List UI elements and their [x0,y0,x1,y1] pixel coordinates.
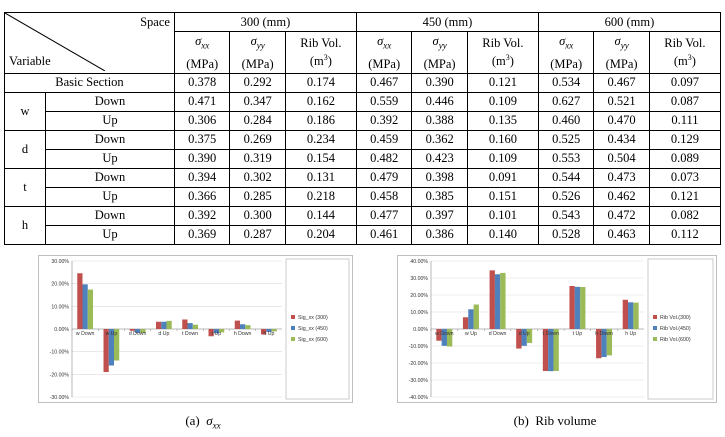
x-tick-label: w Down [435,331,454,337]
table-row [5,149,721,168]
table-cell: 0.269 [230,130,285,149]
table-cell: 0.369 [174,225,229,244]
bar [623,300,628,329]
table-cell: 0.218 [285,187,356,206]
bar [495,274,500,329]
y-tick-label: 20.00% [410,293,428,299]
results-table [4,12,721,245]
bar [580,287,585,329]
group-label: t [5,168,46,206]
table-cell: 0.390 [412,73,467,92]
y-tick-label: -40.00% [408,395,428,401]
table-cell: 0.306 [174,111,229,130]
x-tick-label: d Down [128,331,147,337]
table-cell: 0.186 [285,111,356,130]
table-cell: 0.459 [356,130,411,149]
table-cell: 0.470 [594,111,649,130]
bar [575,287,580,329]
bar [188,323,193,329]
sub-label: Down [45,206,174,225]
table-cell: 0.528 [538,225,593,244]
table-cell: 0.544 [538,168,593,187]
table-cell: 0.302 [230,168,285,187]
legend-label: Rib Vol.(300) [660,315,691,321]
x-tick-label: d Down [488,331,507,337]
sigma-xx-header-2: $\sigma_{xx}$ (MPa) [538,32,593,74]
table-cell: 0.160 [467,130,538,149]
x-tick-label: h Down [595,331,613,337]
sigma-xx-header-0: $\sigma_{xx}$ (MPa) [174,32,229,74]
table-cell: 0.504 [594,149,649,168]
table-cell: 0.473 [594,168,649,187]
legend-swatch [653,337,657,341]
table-cell: 0.559 [356,92,411,111]
bar [235,321,240,329]
legend-swatch [291,315,295,319]
bar [633,303,638,329]
bar [156,322,161,329]
sub-label: Up [45,187,174,206]
y-tick-label: 20.00% [51,281,69,288]
table-cell: 0.366 [174,187,229,206]
table-cell: 0.151 [467,187,538,206]
table-cell: 0.467 [356,73,411,92]
table-row [5,168,721,187]
x-tick-label: d Up [518,331,530,337]
x-tick-label: w Up [465,331,477,337]
spacing-header-0: 300 (mm) [174,13,356,32]
y-tick-label: -20.00% [408,361,428,367]
x-tick-label: t Down [182,331,199,337]
table-cell: 0.392 [356,111,411,130]
y-tick-label: 10.00% [410,310,428,316]
table-cell: 0.553 [538,149,593,168]
rib-vol-header-1: Rib Vol. $(m^3)$ [467,32,538,74]
y-tick-label: -30.00% [49,395,69,401]
bar [474,305,479,329]
table-cell: 0.397 [412,206,467,225]
y-tick-label: -30.00% [408,378,428,384]
sigma-xx-header-1: $\sigma_{xx}$ (MPa) [356,32,411,74]
bar [88,290,93,329]
bar [167,321,172,329]
table-cell: 0.319 [230,149,285,168]
table-cell: 0.284 [230,111,285,130]
bar [468,309,473,329]
table-cell: 0.174 [285,73,356,92]
table-cell: 0.347 [230,92,285,111]
sigma-yy-header-1: $\sigma_{yy}$ (MPa) [412,32,467,74]
table-cell: 0.398 [412,168,467,187]
bar [628,302,633,329]
table-cell: 0.087 [649,92,720,111]
table-cell: 0.111 [649,111,720,130]
x-tick-label: t Up [572,331,583,337]
table-cell: 0.089 [649,149,720,168]
table-cell: 0.543 [538,206,593,225]
bar [182,319,187,329]
table-cell: 0.479 [356,168,411,187]
corner-space-label: Space [140,15,170,29]
table-cell: 0.109 [467,149,538,168]
sigma-yy-header-0: $\sigma_{yy}$ (MPa) [230,32,285,74]
table-cell: 0.101 [467,206,538,225]
table-cell: 0.073 [649,168,720,187]
table-cell: 0.109 [467,92,538,111]
bar [245,325,250,329]
y-tick-label: -10.00% [49,349,69,356]
x-tick-label: w Down [75,331,95,337]
bar [77,273,82,329]
table-cell: 0.285 [230,187,285,206]
caption-a-symbol: $\sigma_{xx}$ [206,413,221,431]
y-tick-label: 10.00% [51,304,69,311]
chart-svg [397,255,717,403]
table-cell: 0.472 [594,206,649,225]
legend-swatch [653,315,657,319]
table-cell: 0.121 [649,187,720,206]
table-cell: 0.234 [285,130,356,149]
table-cell: 0.082 [649,206,720,225]
bar [463,317,468,329]
table-cell: 0.471 [174,92,229,111]
y-tick-label: 30.00% [51,259,69,265]
table-cell: 0.154 [285,149,356,168]
table-cell: 0.097 [649,73,720,92]
table-cell: 0.129 [649,130,720,149]
chart-svg [38,255,353,403]
table-cell: 0.525 [538,130,593,149]
bar [240,324,245,329]
chart-rib-volume [397,255,717,403]
table-cell: 0.461 [356,225,411,244]
table-row [5,225,721,244]
table-cell: 0.477 [356,206,411,225]
corner-header-cell [5,13,175,74]
table-cell: 0.460 [538,111,593,130]
table-cell: 0.394 [174,168,229,187]
legend-swatch [291,326,295,330]
y-tick-label: -10.00% [408,344,428,350]
sub-label: Up [45,149,174,168]
table-cell: 0.521 [594,92,649,111]
caption-a: (a) $\sigma_{xx}$ [185,413,221,431]
table-cell: 0.458 [356,187,411,206]
bar [193,325,198,329]
table-cell: 0.091 [467,168,538,187]
table-cell: 0.462 [594,187,649,206]
legend-swatch [291,337,295,341]
bar [569,286,574,329]
spacing-header-2: 600 (mm) [538,13,720,32]
table-cell: 0.121 [467,73,538,92]
bar [500,273,505,329]
legend-label: Sig_xx (600) [298,337,328,343]
table-cell: 0.204 [285,225,356,244]
corner-variable-label: Variable [9,53,51,68]
table-cell: 0.386 [412,225,467,244]
spacing-header-1: 450 (mm) [356,13,538,32]
x-tick-label: h Up [625,331,637,337]
table-cell: 0.140 [467,225,538,244]
legend-label: Sig_xx (450) [298,326,328,332]
table-cell: 0.112 [649,225,720,244]
table-cell: 0.392 [174,206,229,225]
group-label: h [5,206,46,244]
y-tick-label: 0.00% [413,327,428,333]
sub-label: Down [45,130,174,149]
table-row [5,73,721,92]
table-cell: 0.162 [285,92,356,111]
table-cell: 0.385 [412,187,467,206]
sub-label: Down [45,168,174,187]
bar [83,284,88,329]
group-label: w [5,92,46,130]
x-tick-label: w Up [105,331,118,337]
table-cell: 0.362 [412,130,467,149]
legend-label: Sig_xx (300) [298,315,328,321]
sub-label: Up [45,111,174,130]
table-cell: 0.482 [356,149,411,168]
x-tick-label: h Down [233,331,252,337]
table-cell: 0.463 [594,225,649,244]
table-cell: 0.144 [285,206,356,225]
table-cell: 0.287 [230,225,285,244]
y-tick-label: 30.00% [410,276,428,282]
legend-swatch [653,326,657,330]
table-cell: 0.526 [538,187,593,206]
bar [161,322,166,329]
y-tick-label: 0.00% [54,327,69,333]
chart-sigma-xx [38,255,353,403]
sub-label: Up [45,225,174,244]
x-tick-label: h Up [263,331,275,337]
table-cell: 0.131 [285,168,356,187]
table-row [5,206,721,225]
rib-vol-header-0: Rib Vol. $(m^3)$ [285,32,356,74]
table-cell: 0.423 [412,149,467,168]
legend-label: Rib Vol.(450) [660,326,691,332]
table-cell: 0.434 [594,130,649,149]
bar [490,270,495,329]
table-cell: 0.378 [174,73,229,92]
group-label: d [5,130,46,168]
table-cell: 0.534 [538,73,593,92]
table-cell: 0.292 [230,73,285,92]
table-cell: 0.300 [230,206,285,225]
y-tick-label: 40.00% [410,259,428,265]
table-row [5,187,721,206]
sigma-yy-header-2: $\sigma_{yy}$ (MPa) [594,32,649,74]
table-row [5,111,721,130]
table-cell: 0.446 [412,92,467,111]
x-tick-label: t Up [211,331,222,337]
caption-b: (b) Rib volume [513,413,597,428]
table-cell: 0.627 [538,92,593,111]
table-row [5,92,721,111]
sub-label: Down [45,92,174,111]
legend-label: Rib Vol.(600) [660,337,691,343]
x-tick-label: t Down [542,331,559,337]
table-cell: 0.390 [174,149,229,168]
table-cell: 0.467 [594,73,649,92]
y-tick-label: -20.00% [49,372,69,379]
table-row [5,130,721,149]
x-tick-label: d Up [158,331,170,337]
table-cell: 0.375 [174,130,229,149]
rib-vol-header-2: Rib Vol. $(m^3)$ [649,32,720,74]
table-cell: 0.135 [467,111,538,130]
row-label: Basic Section [5,73,175,92]
table-cell: 0.388 [412,111,467,130]
